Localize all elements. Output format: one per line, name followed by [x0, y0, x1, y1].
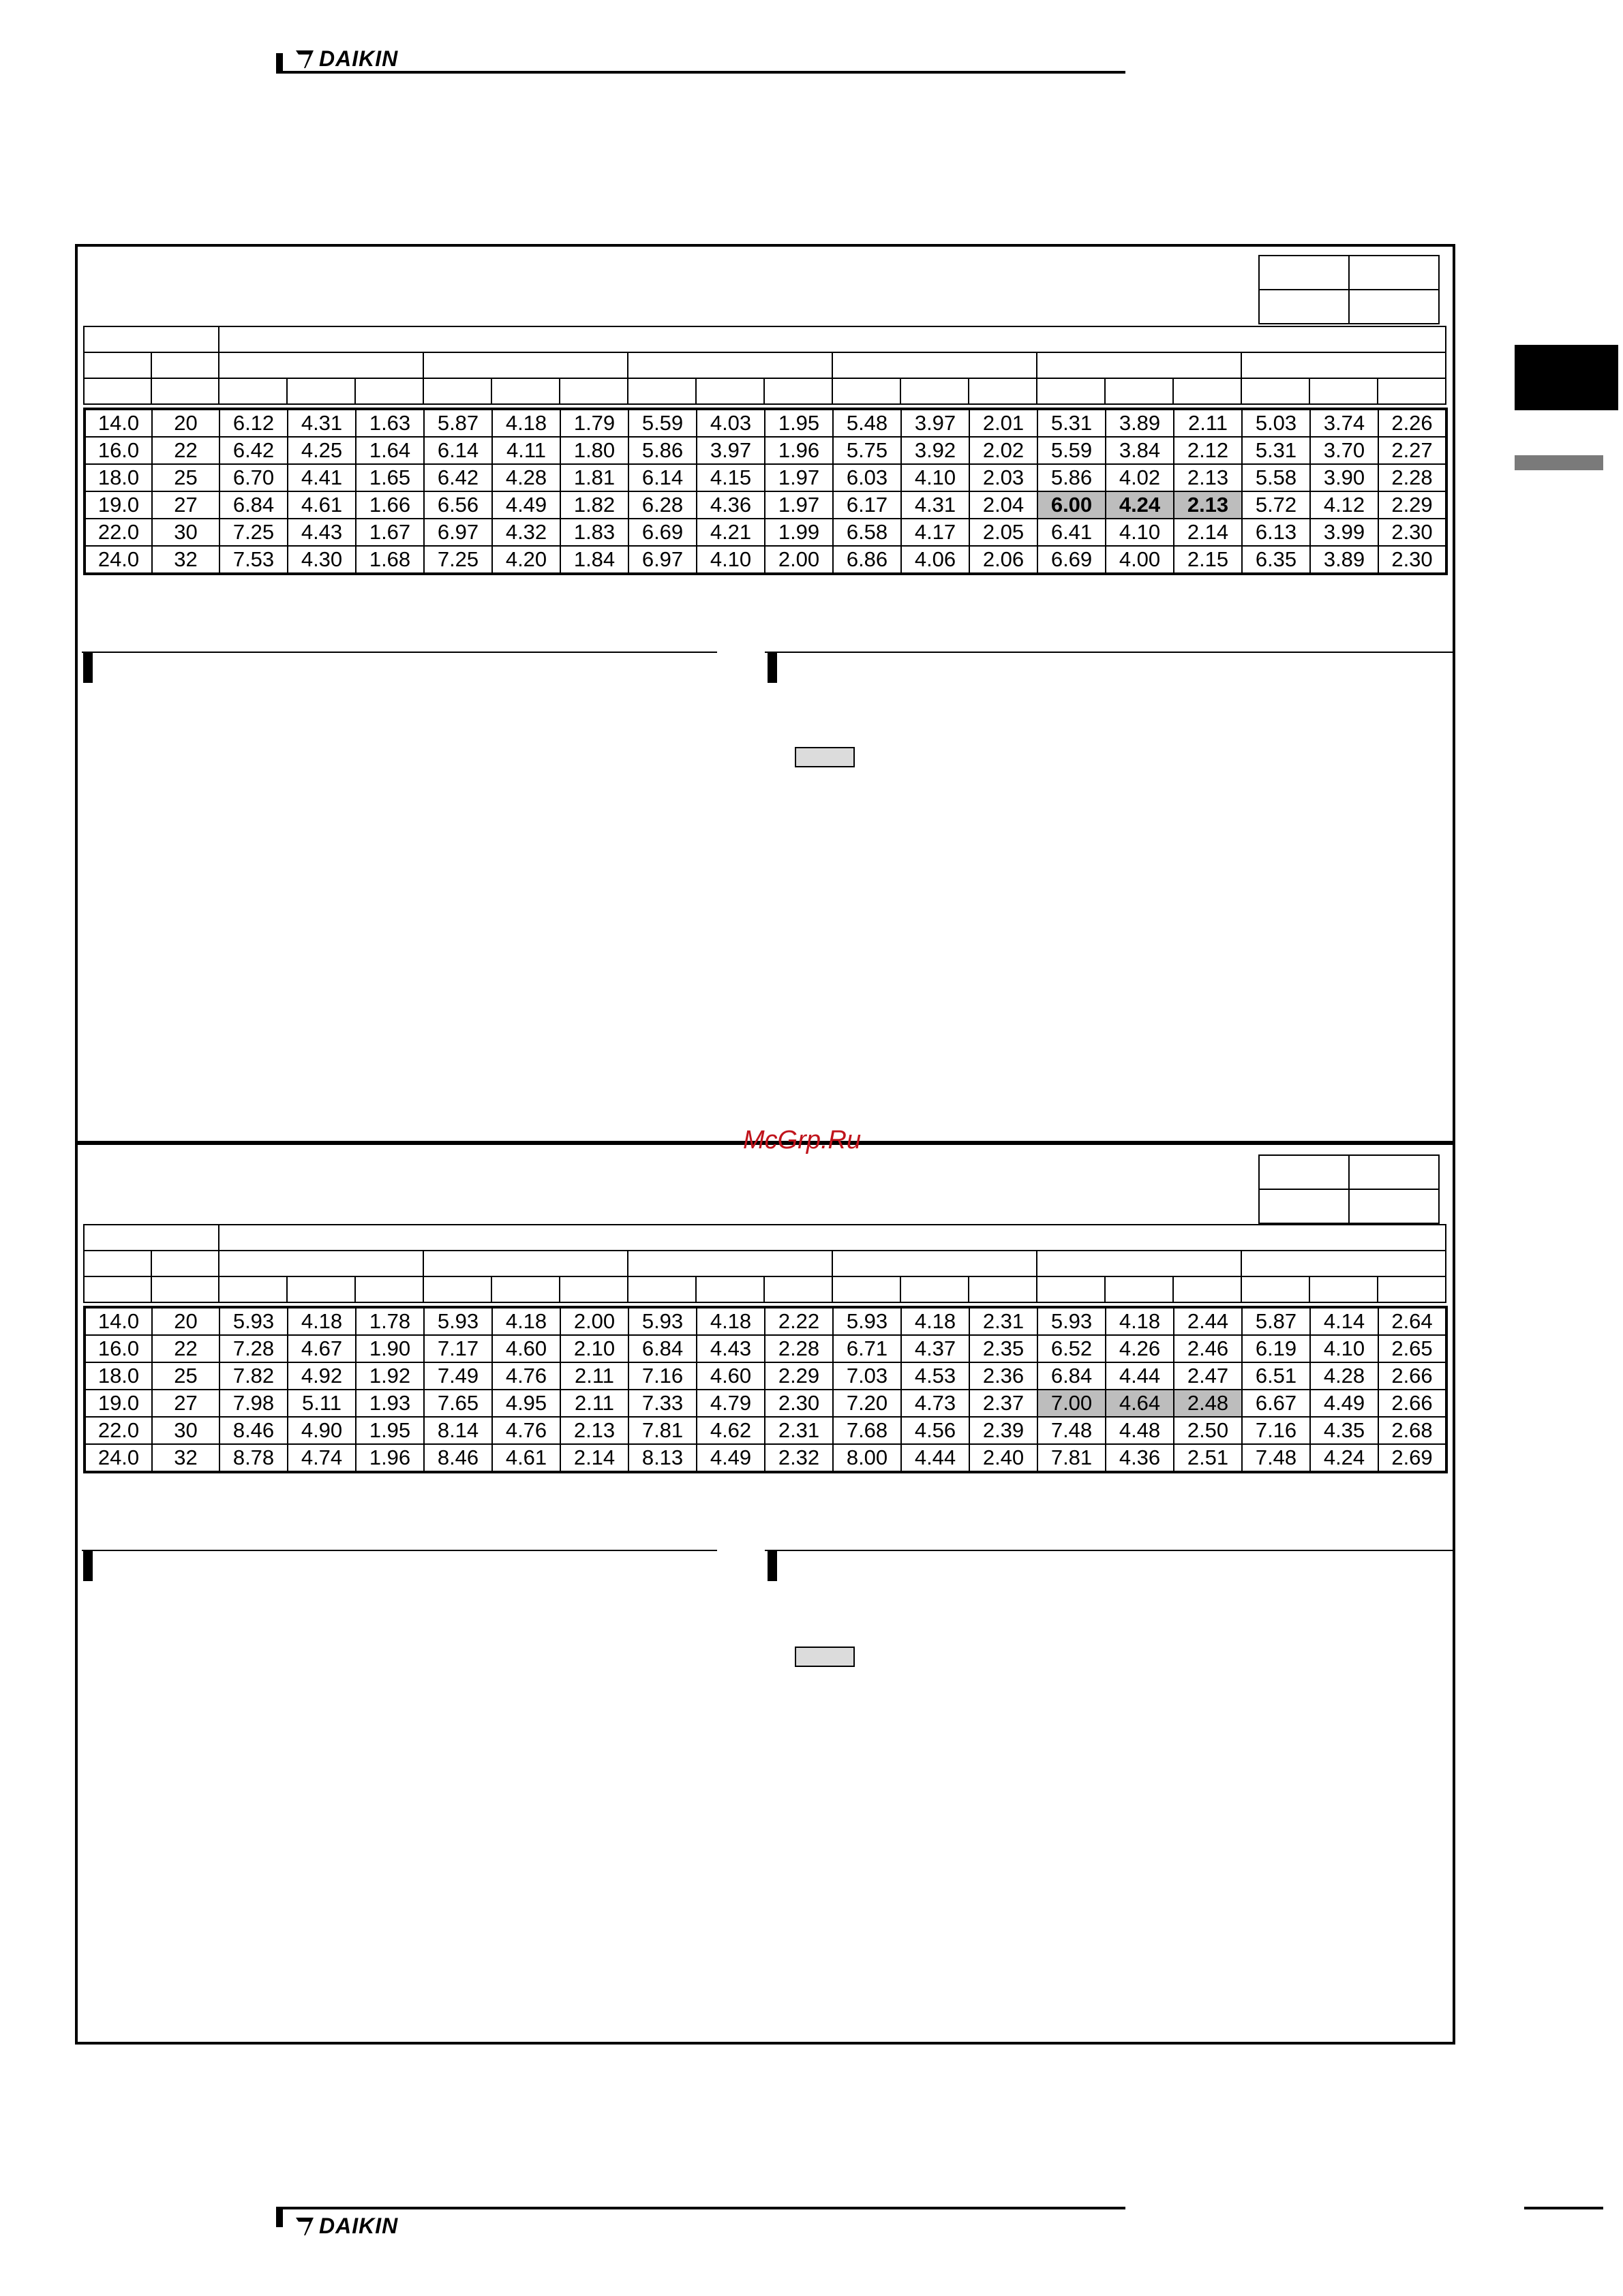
table-cell: 1.97 [765, 491, 833, 519]
table-cell: 2.66 [1378, 1362, 1446, 1390]
table-cell: 2.46 [1174, 1335, 1242, 1362]
watermark-text: McGrp.Ru [743, 1126, 862, 1154]
table-cell: 5.86 [628, 437, 697, 464]
table-cell: 5.93 [1037, 1307, 1106, 1335]
table-cell: 14.0 [85, 409, 152, 437]
table-cell: 2.37 [969, 1390, 1037, 1417]
table-cell: 1.65 [356, 464, 424, 491]
header-logo [294, 46, 398, 72]
table-cell: 5.11 [288, 1390, 356, 1417]
table-cell: 6.19 [1242, 1335, 1310, 1362]
table-cell: 5.93 [219, 1307, 288, 1335]
table-cell: 2.30 [1378, 519, 1446, 546]
table-cell: 2.48 [1174, 1390, 1242, 1417]
table-cell: 4.37 [901, 1335, 969, 1362]
table-cell: 7.25 [424, 546, 492, 574]
table-cell: 3.89 [1310, 546, 1378, 574]
footer-rule [276, 2207, 1125, 2209]
brand-name: DAIKIN [319, 46, 399, 71]
table-cell: 2.03 [969, 464, 1037, 491]
table-cell: 4.49 [492, 491, 560, 519]
table-cell: 4.60 [492, 1335, 560, 1362]
table-cell: 6.41 [1037, 519, 1106, 546]
section-rule-left-2 [82, 1550, 717, 1551]
table-cell: 1.80 [560, 437, 628, 464]
table-cell: 4.43 [697, 1335, 765, 1362]
table-cell: 3.84 [1106, 437, 1174, 464]
table-cell: 4.32 [492, 519, 560, 546]
table-cell: 4.24 [1310, 1444, 1378, 1472]
table-cell: 1.83 [560, 519, 628, 546]
table-cell: 2.11 [1174, 409, 1242, 437]
table-cell: 2.13 [560, 1417, 628, 1444]
table-cell: 6.69 [628, 519, 697, 546]
table-cell: 6.97 [628, 546, 697, 574]
table-cell: 22.0 [85, 1417, 152, 1444]
table-cell: 7.98 [219, 1390, 288, 1417]
table-cell: 24.0 [85, 546, 152, 574]
table-cell: 6.14 [628, 464, 697, 491]
table-row [85, 519, 1446, 546]
table-cell: 7.53 [219, 546, 288, 574]
table-cell: 6.56 [424, 491, 492, 519]
capacity-data-table-2 [83, 1306, 1448, 1473]
table-cell: 8.46 [424, 1444, 492, 1472]
table-cell: 2.47 [1174, 1362, 1242, 1390]
table-cell: 7.16 [1242, 1417, 1310, 1444]
table-cell: 1.84 [560, 546, 628, 574]
table-cell: 7.28 [219, 1335, 288, 1362]
table-cell: 7.00 [1037, 1390, 1106, 1417]
table-cell: 2.40 [969, 1444, 1037, 1472]
section-rule-left-1 [82, 652, 717, 653]
table-cell: 7.17 [424, 1335, 492, 1362]
table-cell: 6.71 [833, 1335, 901, 1362]
table-cell: 4.95 [492, 1390, 560, 1417]
table-cell: 6.12 [219, 409, 288, 437]
table-cell: 6.28 [628, 491, 697, 519]
table-cell: 6.97 [424, 519, 492, 546]
table-cell: 1.90 [356, 1335, 424, 1362]
table-cell: 2.00 [560, 1307, 628, 1335]
table-cell: 4.60 [697, 1362, 765, 1390]
table-cell: 22.0 [85, 519, 152, 546]
table-cell: 4.36 [697, 491, 765, 519]
table-cell: 6.13 [1242, 519, 1310, 546]
footer-logo [294, 2214, 398, 2239]
table-cell: 7.25 [219, 519, 288, 546]
table-cell: 2.44 [1174, 1307, 1242, 1335]
table-cell: 2.29 [1378, 491, 1446, 519]
table-cell: 18.0 [85, 464, 152, 491]
table-cell: 1.68 [356, 546, 424, 574]
table-cell: 2.39 [969, 1417, 1037, 1444]
table-cell: 1.66 [356, 491, 424, 519]
table-cell: 2.69 [1378, 1444, 1446, 1472]
table-cell: 6.03 [833, 464, 901, 491]
table-cell: 1.64 [356, 437, 424, 464]
table-row [85, 1390, 1446, 1417]
table-cell: 4.14 [1310, 1307, 1378, 1335]
table-cell: 7.82 [219, 1362, 288, 1390]
table-cell: 2.11 [560, 1362, 628, 1390]
table-cell: 5.86 [1037, 464, 1106, 491]
table-cell: 27 [152, 491, 219, 519]
table-cell: 2.28 [1378, 464, 1446, 491]
table-cell: 1.96 [356, 1444, 424, 1472]
table-cell: 19.0 [85, 491, 152, 519]
table-row [85, 409, 1446, 437]
table-cell: 2.14 [560, 1444, 628, 1472]
table-cell: 4.28 [492, 464, 560, 491]
table-cell: 4.18 [1106, 1307, 1174, 1335]
table-cell: 3.89 [1106, 409, 1174, 437]
table-cell: 6.58 [833, 519, 901, 546]
table-cell: 2.50 [1174, 1417, 1242, 1444]
table-cell: 1.78 [356, 1307, 424, 1335]
table-cell: 7.16 [628, 1362, 697, 1390]
table-cell: 32 [152, 546, 219, 574]
table-cell: 2.06 [969, 546, 1037, 574]
table-cell: 19.0 [85, 1390, 152, 1417]
brand-name: DAIKIN [319, 2214, 399, 2238]
table-cell: 7.33 [628, 1390, 697, 1417]
table-row [85, 491, 1446, 519]
table-cell: 1.95 [765, 409, 833, 437]
table-cell: 1.93 [356, 1390, 424, 1417]
table-cell: 4.41 [288, 464, 356, 491]
table-cell: 4.64 [1106, 1390, 1174, 1417]
table-row [85, 1307, 1446, 1335]
table-cell: 4.61 [288, 491, 356, 519]
table-cell: 2.12 [1174, 437, 1242, 464]
table-cell: 4.18 [492, 409, 560, 437]
table-cell: 6.51 [1242, 1362, 1310, 1390]
table-cell: 4.31 [901, 491, 969, 519]
table-cell: 5.93 [628, 1307, 697, 1335]
table-header-grid-2 [83, 1224, 1446, 1303]
table-cell: 1.97 [765, 464, 833, 491]
table-cell: 8.13 [628, 1444, 697, 1472]
performance-panel-1 [75, 244, 1455, 1144]
table-cell: 2.11 [560, 1390, 628, 1417]
table-cell: 4.61 [492, 1444, 560, 1472]
table-cell: 5.87 [1242, 1307, 1310, 1335]
table-row [85, 464, 1446, 491]
table-cell: 6.84 [1037, 1362, 1106, 1390]
table-cell: 4.73 [901, 1390, 969, 1417]
table-cell: 3.92 [901, 437, 969, 464]
table-cell: 6.35 [1242, 546, 1310, 574]
capacity-data-table-1 [83, 408, 1448, 575]
table-cell: 5.58 [1242, 464, 1310, 491]
table-cell: 25 [152, 464, 219, 491]
table-cell: 4.43 [288, 519, 356, 546]
daikin-logo-icon [294, 2216, 315, 2237]
table-cell: 5.72 [1242, 491, 1310, 519]
table-cell: 4.24 [1106, 491, 1174, 519]
table-cell: 5.59 [628, 409, 697, 437]
table-cell: 27 [152, 1390, 219, 1417]
header-rule [276, 71, 1125, 74]
table-cell: 16.0 [85, 1335, 152, 1362]
table-cell: 6.69 [1037, 546, 1106, 574]
table-cell: 1.96 [765, 437, 833, 464]
table-cell: 14.0 [85, 1307, 152, 1335]
table-cell: 4.53 [901, 1362, 969, 1390]
table-cell: 4.10 [697, 546, 765, 574]
table-cell: 4.10 [1310, 1335, 1378, 1362]
table-cell: 6.52 [1037, 1335, 1106, 1362]
table-cell: 4.18 [697, 1307, 765, 1335]
section-marker-right-2 [768, 1551, 777, 1581]
table-cell: 7.49 [424, 1362, 492, 1390]
table-cell: 4.18 [288, 1307, 356, 1335]
table-cell: 2.13 [1174, 491, 1242, 519]
table-cell: 4.79 [697, 1390, 765, 1417]
table-cell: 8.46 [219, 1417, 288, 1444]
legend-swatch-2 [795, 1647, 855, 1667]
table-cell: 2.31 [765, 1417, 833, 1444]
performance-panel-2 [75, 1142, 1455, 2045]
table-cell: 8.00 [833, 1444, 901, 1472]
table-cell: 3.90 [1310, 464, 1378, 491]
legend-swatch-1 [795, 747, 855, 767]
table-row [85, 1444, 1446, 1472]
table-cell: 4.62 [697, 1417, 765, 1444]
table-cell: 4.18 [901, 1307, 969, 1335]
table-cell: 4.48 [1106, 1417, 1174, 1444]
table-cell: 2.10 [560, 1335, 628, 1362]
table-cell: 4.21 [697, 519, 765, 546]
model-info-box-2 [1258, 1154, 1440, 1224]
table-cell: 2.27 [1378, 437, 1446, 464]
table-cell: 3.99 [1310, 519, 1378, 546]
table-cell: 2.30 [765, 1390, 833, 1417]
table-header-grid-1 [83, 326, 1446, 405]
table-cell: 1.81 [560, 464, 628, 491]
table-cell: 5.75 [833, 437, 901, 464]
table-cell: 4.31 [288, 409, 356, 437]
table-cell: 4.15 [697, 464, 765, 491]
table-cell: 5.03 [1242, 409, 1310, 437]
table-cell: 5.93 [424, 1307, 492, 1335]
table-cell: 4.67 [288, 1335, 356, 1362]
table-cell: 6.84 [219, 491, 288, 519]
table-cell: 3.97 [901, 409, 969, 437]
table-cell: 5.31 [1242, 437, 1310, 464]
table-cell: 2.65 [1378, 1335, 1446, 1362]
section-rule-right-1 [765, 652, 1455, 653]
table-cell: 2.31 [969, 1307, 1037, 1335]
table-cell: 1.63 [356, 409, 424, 437]
table-cell: 4.44 [901, 1444, 969, 1472]
table-cell: 4.02 [1106, 464, 1174, 491]
section-rule-right-2 [765, 1550, 1455, 1551]
table-cell: 7.68 [833, 1417, 901, 1444]
table-cell: 4.56 [901, 1417, 969, 1444]
table-cell: 8.78 [219, 1444, 288, 1472]
table-cell: 30 [152, 519, 219, 546]
table-cell: 6.84 [628, 1335, 697, 1362]
footer-logo-marker [276, 2208, 283, 2227]
table-row [85, 546, 1446, 574]
daikin-logo-icon [294, 49, 315, 70]
table-cell: 4.36 [1106, 1444, 1174, 1472]
table-cell: 4.12 [1310, 491, 1378, 519]
table-row [85, 1417, 1446, 1444]
table-cell: 2.05 [969, 519, 1037, 546]
table-cell: 7.81 [628, 1417, 697, 1444]
table-row [85, 437, 1446, 464]
table-cell: 4.49 [1310, 1390, 1378, 1417]
table-cell: 3.74 [1310, 409, 1378, 437]
table-cell: 2.14 [1174, 519, 1242, 546]
table-cell: 3.70 [1310, 437, 1378, 464]
table-cell: 4.35 [1310, 1417, 1378, 1444]
table-cell: 8.14 [424, 1417, 492, 1444]
table-cell: 2.35 [969, 1335, 1037, 1362]
table-cell: 2.64 [1378, 1307, 1446, 1335]
table-cell: 5.31 [1037, 409, 1106, 437]
table-cell: 2.30 [1378, 546, 1446, 574]
table-cell: 1.92 [356, 1362, 424, 1390]
table-row [85, 1335, 1446, 1362]
table-cell: 1.99 [765, 519, 833, 546]
table-cell: 4.11 [492, 437, 560, 464]
table-cell: 2.01 [969, 409, 1037, 437]
table-cell: 4.00 [1106, 546, 1174, 574]
table-cell: 6.67 [1242, 1390, 1310, 1417]
table-cell: 4.10 [1106, 519, 1174, 546]
table-cell: 24.0 [85, 1444, 152, 1472]
table-cell: 2.02 [969, 437, 1037, 464]
table-cell: 2.04 [969, 491, 1037, 519]
table-cell: 1.82 [560, 491, 628, 519]
table-cell: 6.70 [219, 464, 288, 491]
model-info-box-1 [1258, 255, 1440, 324]
table-cell: 25 [152, 1362, 219, 1390]
table-cell: 2.15 [1174, 546, 1242, 574]
table-cell: 4.20 [492, 546, 560, 574]
section-marker-left-1 [83, 653, 93, 683]
table-cell: 2.13 [1174, 464, 1242, 491]
table-cell: 2.66 [1378, 1390, 1446, 1417]
header-logo-marker [276, 53, 283, 72]
table-cell: 1.95 [356, 1417, 424, 1444]
table-cell: 2.28 [765, 1335, 833, 1362]
table-cell: 5.48 [833, 409, 901, 437]
table-cell: 20 [152, 1307, 219, 1335]
table-cell: 2.36 [969, 1362, 1037, 1390]
table-cell: 6.14 [424, 437, 492, 464]
table-cell: 4.44 [1106, 1362, 1174, 1390]
table-cell: 6.42 [424, 464, 492, 491]
table-cell: 7.48 [1242, 1444, 1310, 1472]
table-cell: 4.49 [697, 1444, 765, 1472]
table-cell: 4.30 [288, 546, 356, 574]
table-cell: 4.18 [492, 1307, 560, 1335]
table-cell: 4.10 [901, 464, 969, 491]
table-cell: 3.97 [697, 437, 765, 464]
table-cell: 4.28 [1310, 1362, 1378, 1390]
table-cell: 4.03 [697, 409, 765, 437]
table-cell: 5.93 [833, 1307, 901, 1335]
table-cell: 4.90 [288, 1417, 356, 1444]
table-cell: 2.00 [765, 546, 833, 574]
section-marker-right-1 [768, 653, 777, 683]
table-cell: 2.22 [765, 1307, 833, 1335]
table-cell: 7.20 [833, 1390, 901, 1417]
table-cell: 16.0 [85, 437, 152, 464]
table-cell: 6.00 [1037, 491, 1106, 519]
table-cell: 4.17 [901, 519, 969, 546]
table-cell: 20 [152, 409, 219, 437]
page-number-rule [1524, 2207, 1603, 2209]
table-cell: 2.68 [1378, 1417, 1446, 1444]
table-cell: 4.26 [1106, 1335, 1174, 1362]
table-cell: 2.26 [1378, 409, 1446, 437]
table-cell: 5.87 [424, 409, 492, 437]
table-cell: 2.32 [765, 1444, 833, 1472]
table-cell: 7.03 [833, 1362, 901, 1390]
table-cell: 6.86 [833, 546, 901, 574]
table-cell: 4.74 [288, 1444, 356, 1472]
table-cell: 5.59 [1037, 437, 1106, 464]
table-cell: 7.65 [424, 1390, 492, 1417]
table-cell: 7.81 [1037, 1444, 1106, 1472]
section-marker-left-2 [83, 1551, 93, 1581]
table-cell: 4.06 [901, 546, 969, 574]
table-cell: 1.79 [560, 409, 628, 437]
table-cell: 4.92 [288, 1362, 356, 1390]
section-tab-marker [1515, 345, 1618, 410]
table-cell: 4.25 [288, 437, 356, 464]
section-tab-underline [1515, 455, 1603, 470]
table-row [85, 1362, 1446, 1390]
table-cell: 4.76 [492, 1362, 560, 1390]
table-cell: 6.42 [219, 437, 288, 464]
table-cell: 1.67 [356, 519, 424, 546]
table-cell: 6.17 [833, 491, 901, 519]
table-cell: 22 [152, 1335, 219, 1362]
table-cell: 18.0 [85, 1362, 152, 1390]
table-cell: 30 [152, 1417, 219, 1444]
table-cell: 7.48 [1037, 1417, 1106, 1444]
table-cell: 4.76 [492, 1417, 560, 1444]
table-cell: 2.29 [765, 1362, 833, 1390]
table-cell: 2.51 [1174, 1444, 1242, 1472]
table-cell: 22 [152, 437, 219, 464]
table-cell: 32 [152, 1444, 219, 1472]
